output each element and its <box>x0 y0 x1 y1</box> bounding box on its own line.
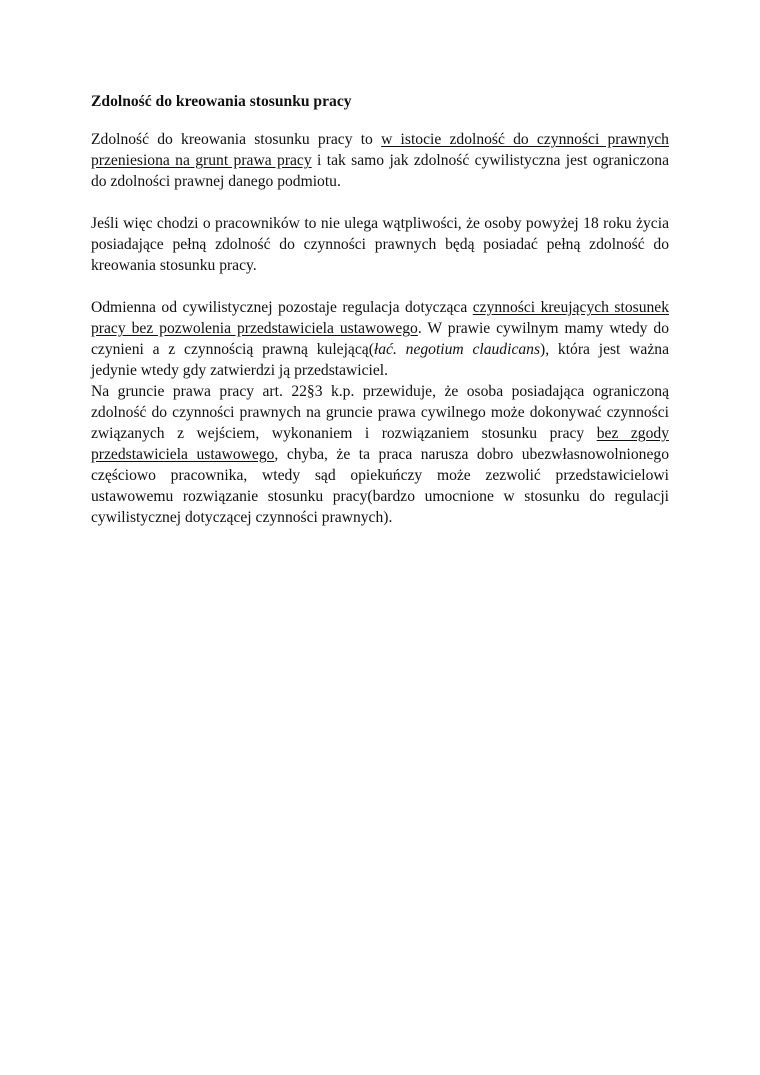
paragraph-3-italic: łać. negotium claudicans <box>373 341 541 358</box>
document-title: Zdolność do kreowania stosunku pracy <box>91 93 352 110</box>
paragraph-1-text-b: i tak samo jak zdolność cywilistyczna jest ograniczona do zdolności prawnej danego podmiotu. <box>91 152 670 190</box>
paragraph-4-text-a: Na gruncie prawa pracy art. 22§3 k.p. przewiduje, że osoba posiadająca ograniczoną zdolność do czynności prawnych na gruncie prawa cywilnego może dokonywać czynności związanych z wejściem, wykonaniem i rozwiązaniem stosunku pracy <box>91 383 669 442</box>
paragraph-2: Jeśli więc chodzi o pracowników to nie ulega wątpliwości, że osoby powyżej 18 roku życia posiadające pełną zdolność do czynności prawnych będą posiadać pełną zdolność do kreowania stosunku pracy. <box>91 215 669 274</box>
paragraph-4-text-b: , chyba, że ta praca narusza dobro ubezwłasnowolnionego częściowo pracownika, wtedy sąd opiekuńczy może zezwolić przedstawicielowi ustawowemu rozwiązanie stosunku pracy(bardzo umocnione w stosunku do regulacji cywilistycznej dotyczącej czynności prawnych). <box>91 446 669 526</box>
paragraph-4-underlined: bez zgody przedstawiciela ustawowego <box>91 425 669 463</box>
document-body <box>91 91 669 549</box>
paragraph-1-underlined: w istocie zdolność do czynności prawnych przeniesiona na grunt prawa pracy <box>91 131 669 169</box>
paragraph-1 <box>91 129 669 192</box>
paragraph-3-text-a: Odmienna od cywilistycznej pozostaje regulacja dotycząca <box>91 299 473 316</box>
paragraph-3-text-b: . W prawie cywilnym mamy wtedy do czynieni a z czynnością prawną kulejącą( <box>91 320 670 358</box>
paragraph-1-text-a: Zdolność do kreowania stosunku pracy to <box>91 131 382 148</box>
paragraph-3-underlined: czynności kreujących stosunek pracy bez pozwolenia przedstawiciela ustawowego <box>91 299 669 337</box>
paragraph-4 <box>91 381 669 528</box>
paragraph-3-text-c: ), która jest ważna jedynie wtedy gdy zatwierdzi ją przedstawiciel. <box>91 341 669 379</box>
paragraph-3 <box>91 297 669 381</box>
